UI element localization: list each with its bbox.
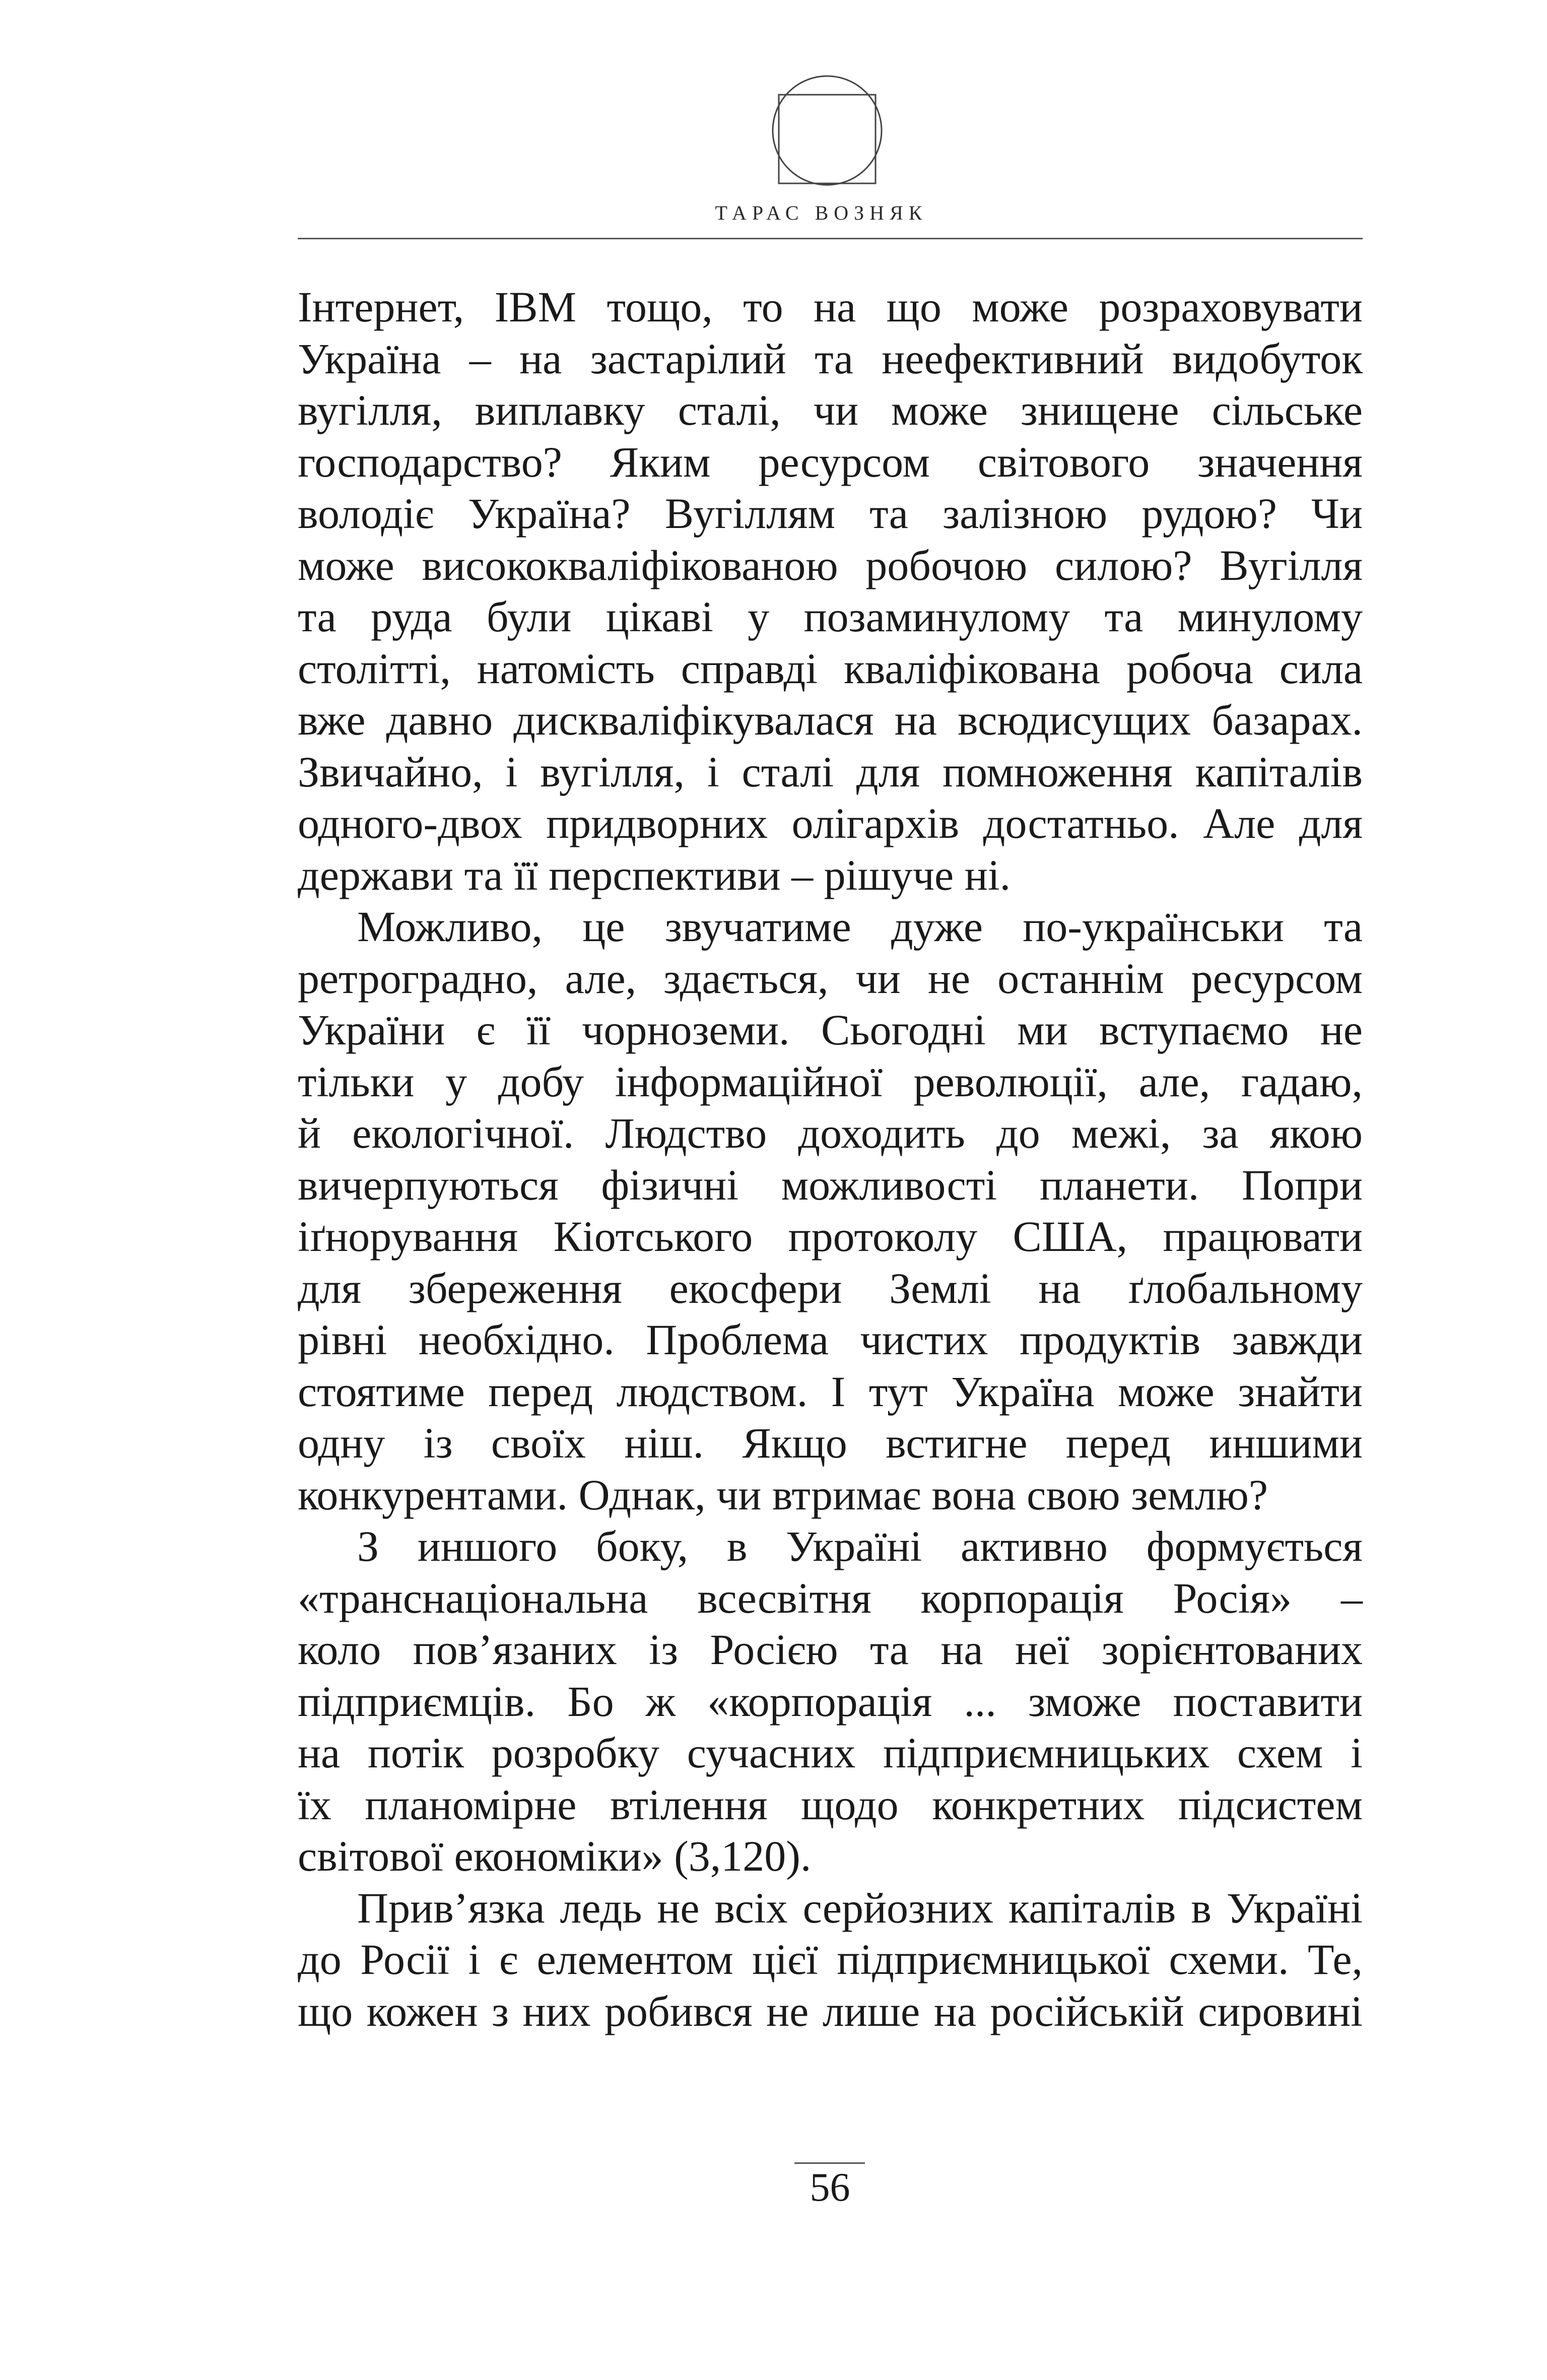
text-line: для збереження екосфери Землі на ґлобальному: [298, 1264, 1363, 1312]
paragraph: [298, 281, 1363, 901]
page-number: 56: [810, 2165, 850, 2210]
running-head-author: ТАРАС ВОЗНЯК: [715, 202, 928, 224]
text-line: та руда були цікаві у позаминулому та минулому: [298, 592, 1363, 641]
text-line: конкурентами. Однак, чи втримає вона свою землю?: [298, 1470, 1268, 1519]
text-line: Україна – на застарілий та неефективний видобуток: [298, 334, 1363, 383]
text-line: Прив’язка ледь не всіх серйозних капіталів в Україні: [357, 1883, 1363, 1932]
text-line: іґнорування Кіотського протоколу США, працювати: [298, 1212, 1363, 1261]
paragraph: [298, 1882, 1363, 2037]
text-line: на потік розробку сучасних підприємницьких схем і: [298, 1729, 1363, 1777]
text-line: одну із своїх ніш. Якщо встигне перед иншими: [298, 1419, 1363, 1467]
text-line: України є її чорноземи. Сьогодні ми вступаємо не: [298, 1006, 1363, 1054]
text-line: вже давно дискваліфікувалася на всюдисущих базарах.: [298, 696, 1363, 744]
text-line: Інтернет, IBM тощо, то на що може розраховувати: [298, 283, 1363, 331]
body-text: [298, 281, 1363, 2037]
text-line: Можливо, це звучатиме дуже по-українськи та: [357, 902, 1363, 951]
text-line: Звичайно, і вугілля, і сталі для помноження капіталів: [298, 747, 1363, 796]
text-line: рівні необхідно. Проблема чистих продуктів завжди: [298, 1315, 1363, 1364]
text-line: до Росії і є елементом цієї підприємницької схеми. Те,: [298, 1935, 1363, 1984]
text-line: що кожен з них робився не лише на російській сировині: [298, 1987, 1363, 2035]
text-line: володіє Україна? Вугіллям та залізною рудою? Чи: [298, 489, 1363, 538]
text-line: тільки у добу інформаційної революції, але, гадаю,: [298, 1057, 1363, 1106]
text-line: стоятиме перед людством. І тут Україна може знайти: [298, 1367, 1363, 1416]
text-line: З иншого боку, в Україні активно формується: [357, 1522, 1363, 1570]
text-line: держави та її перспективи – рішуче ні.: [298, 850, 1011, 899]
text-line: одного-двох придворних олігархів достатньо. Але для: [298, 799, 1363, 847]
paragraph: [298, 1520, 1363, 1882]
text-line: вугілля, виплавку сталі, чи може знищене сільське: [298, 386, 1363, 434]
text-line: столітті, натомість справді кваліфікована робоча сила: [298, 644, 1363, 693]
text-line: ретроградно, але, здається, чи не останнім ресурсом: [298, 954, 1363, 1003]
text-line: підприємців. Бо ж «корпорація ... зможе поставити: [298, 1677, 1363, 1726]
circle-square-emblem-icon: [771, 75, 883, 186]
text-line: може висококваліфікованою робочою силою? Вугілля: [298, 541, 1363, 589]
text-line: й екологічної. Людство доходить до межі, за якою: [298, 1109, 1363, 1157]
header-rule: [298, 238, 1363, 239]
text-line: вичерпуються фізичні можливості планети. Попри: [298, 1160, 1363, 1209]
text-line: їх планомірне втілення щодо конкретних підсистем: [298, 1780, 1363, 1829]
text-line: коло пов’язаних із Росією та на неї зорієнтованих: [298, 1625, 1363, 1674]
text-line: господарство? Яким ресурсом світового значення: [298, 437, 1363, 486]
paragraph: [298, 901, 1363, 1520]
text-line: «транснаціональна всесвітня корпорація Росія» –: [298, 1573, 1363, 1622]
text-line: світової економіки» (3,120).: [298, 1832, 812, 1880]
